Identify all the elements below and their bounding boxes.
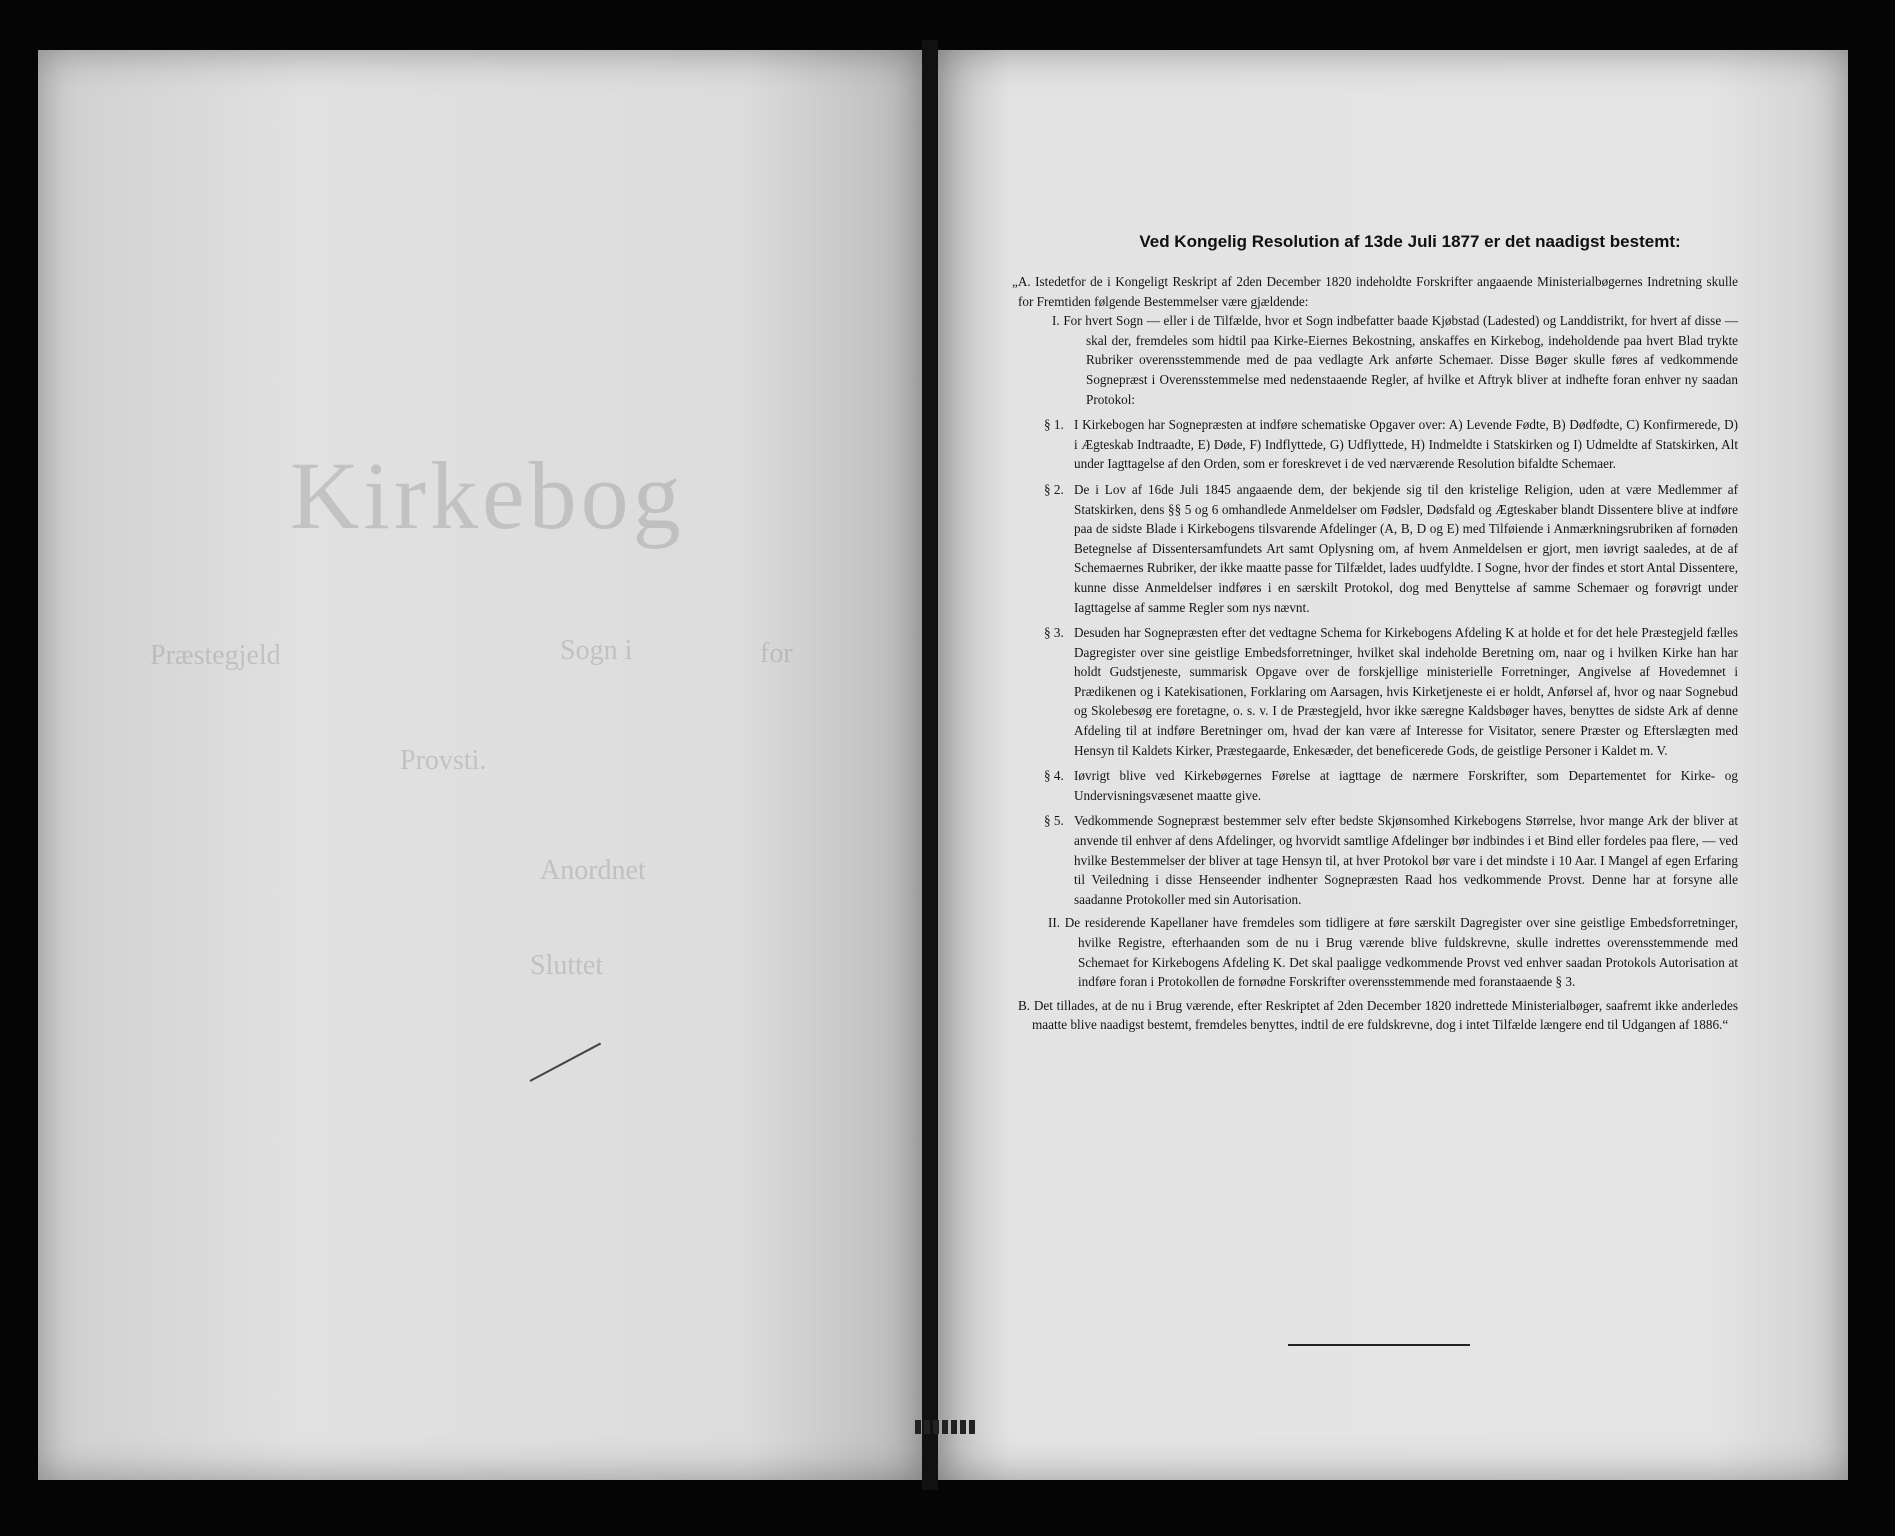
paragraph-a: „A. Istedetfor de i Kongeligt Reskript af 2den December 1820 indeholdte Forskrifter angaaende Ministerialbøgernes Indretning skulle for Fremtiden følgende Bestemmelser være gjældende:	[1012, 274, 1738, 309]
book-gutter	[922, 40, 938, 1490]
show-through-line: Sogn i	[560, 635, 633, 666]
section-body: Iøvrigt blive ved Kirkebøgernes Førelse at iagttage de nærmere Forskrifter, som Departementet for Kirke- og Undervisningsvæsenet maatte give.	[1074, 768, 1738, 803]
section-2	[1018, 480, 1738, 617]
section-number: § 2.	[1044, 481, 1064, 497]
paragraph-ii: II. De residerende Kapellaner have fremdeles som tidligere at føre særskilt Dagregister over sine geistlige Embedsforretninger, hvilke Registre, efterhaanden som de nu i Brug værende blive fuldskrevne, skulle indrettes overensstemmende med Schemaet for Kirkebogens Afdeling K. Det skal paaligge vedkommende Provst ved enhver saadan Protokols Autorisation at indføre foran i Protokollen de fornødne Forskrifter overensstemmende med foranstaaende § 3.	[1048, 915, 1738, 990]
section-number: § 1.	[1044, 417, 1064, 433]
section-number: § 4.	[1044, 768, 1064, 784]
show-through-line: for	[760, 638, 793, 669]
resolution-heading: Ved Kongelig Resolution af 13de Juli 1877 er det naadigst bestemt:	[1139, 232, 1681, 251]
section-body: Desuden har Sognepræsten efter det vedtagne Schema for Kirkebogens Afdeling K at holde et for det hele Præstegjeld fælles Dagregister over sine geistlige Embedsforretninger, hvilket skal indeholde Beretning om, naar og i hvilken Kirke han har holdt Gudstjeneste, summarisk Opgave over de forskjellige ministerielle Forretninger, Angivelse af Hovedemnet i Prædikenen og i Katekisationen, Forklaring om Aarsagen, hvis Kirketjeneste ei er holdt, Anførsel af, hvor og naar Sognebud og Skolebesøg ere foretagne, o. s. v. I de Præstegjeld, hvor ikke særegne Kaldsbøger haves, benyttes de sidste Ark af denne Afdeling til at indføre Beretninger om, hvad der kan være af Interesse for Visitator, senere Præster og Efterslægten med Hensyn til Kaldets Kirker, Præstegaarde, Enkesæder, det beneficerede Gods, de geistlige Personer i Kaldet m. V.	[1074, 625, 1738, 758]
show-through-line: Provsti.	[400, 745, 487, 776]
section-3	[1018, 623, 1738, 760]
paragraph-i: I. For hvert Sogn — eller i de Tilfælde, hvor et Sogn indbefatter baade Kjøbstad (Ladested) og Landdistrikt, for hvert af disse — skal der, fremdeles som hidtil paa Kirke-Eiernes Bekostning, anskaffes en Kirkebog, indeholdende paa hvert Blad trykte Rubriker overensstemmende med de paa vedlagte Ark anførte Schemaer. Disse Bøger skulle føres af vedkommende Sognepræst i Overensstemmelse med nedenstaaende Regler, af hvilke et Aftryk bliver at indhefte foran enhver ny saadan Protokol:	[1052, 313, 1738, 407]
section-body: Vedkommende Sognepræst bestemmer selv efter bedste Skjønsomhed Kirkebogens Størrelse, hvor mange Ark der bliver at anvende til enhver af dens Afdelinger, og hvorvidt samtlige Afdelinger bør indbindes i et Bind eller fordeles paa flere, — ved hvilke Bestemmelser der bliver at tage Hensyn til, at hver Protokol bør vare i det mindste i 10 Aar. I Mangel af egen Erfaring til Veiledning i disse Henseender indhenter Sognepræsten Raad hos vedkommende Provst. Denne har at forsyne alle saadanne Protokoller med sin Autorisation.	[1074, 813, 1738, 907]
paragraph-b: B. Det tillades, at de nu i Brug værende, efter Reskriptet af 2den December 1820 indrettede Ministerialbøger, saafremt ikke anderledes maatte blive naadigst bestemt, fremdeles benyttes, indtil de ere fuldskrevne, dog i intet Tilfælde længere end til Udgangen af 1886.“	[1018, 997, 1738, 1033]
section-number: § 3.	[1044, 625, 1064, 641]
show-through-title: Kirkebog	[290, 442, 685, 549]
closing-rule	[1288, 1344, 1470, 1346]
section-4	[1018, 766, 1738, 805]
section-number: § 5.	[1044, 813, 1064, 829]
section-body: I Kirkebogen har Sognepræsten at indføre schematiske Opgaver over: A) Levende Fødte, B) Dødfødte, C) Konfirmerede, D) i Ægteskab Indtraadte, E) Døde, F) Indflyttede, G) Udflyttede, H) Indmeldte i Statskirken og I) Udmeldte af Statskirken, Alt under Iagttagelse af den Orden, som er foreskrevet i de ved nærværende Resolution bifaldte Schemaer.	[1074, 417, 1738, 472]
binding-stamp	[915, 1420, 975, 1434]
show-through-line: Anordnet	[540, 855, 646, 886]
show-through-line: Præstegjeld	[150, 640, 281, 671]
section-1	[1018, 415, 1738, 474]
show-through-line: Sluttet	[530, 950, 604, 981]
section-5	[1018, 811, 1738, 909]
section-body: De i Lov af 16de Juli 1845 angaaende dem, der bekjende sig til den kristelige Religion, uden at være Medlemmer af Statskirken, dens §§ 5 og 6 omhandlede Anmeldelser om Fødsler, Dødsfald og Ægteskaber blandt Dissentere blive at indføre paa de sidste Blade i Kirkebogens tilsvarende Afdelinger (A, B, D og E) med Tilføiende i Anmærkningsrubriken af fornøden Betegnelse af Dissentersamfundets Art samt Oplysning om, af hvem Anmeldelsen er gjort, men iøvrigt saaledes, at de af Schemaernes Rubriker, der ikke maatte passe for Tilfældet, lades uudfyldte. I Sogne, hvor der findes et stort Antal Dissentere, kunne disse Anmeldelser indføres i en særskilt Protokol, dog med Benyttelse af samme Schemaer og forøvrigt under Iagttagelse af samme Regler som nys nævnt.	[1074, 481, 1738, 615]
resolution-text	[1012, 272, 1738, 1035]
